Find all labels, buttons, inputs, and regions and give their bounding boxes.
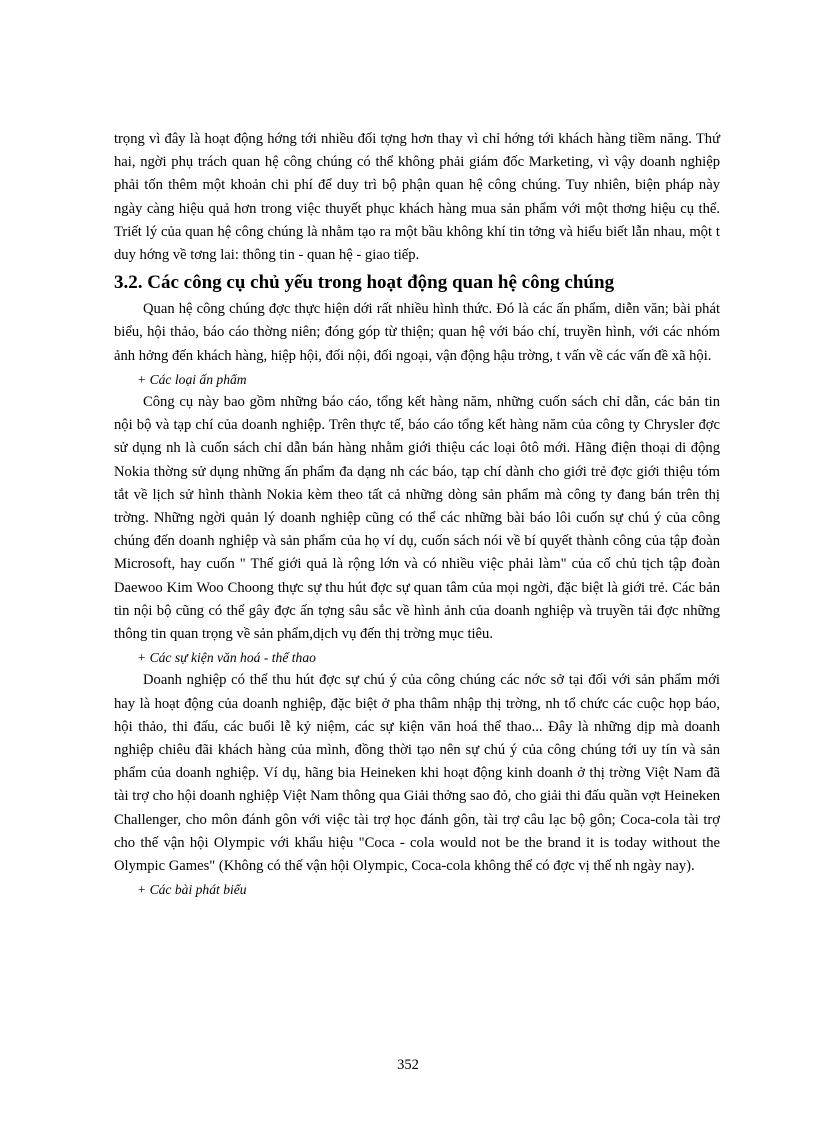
paragraph-publications: Công cụ này bao gồm những báo cáo, tổng kết hàng năm, những cuốn sách chỉ dẫn, các bản tin nội bộ và tạp chí của doanh nghiệp. Trên thực tế, báo cáo tổng kết hàng năm của công ty Chrysler đợc sử dụng nh là cuốn sách chỉ dẫn bán hàng nhằm giới thiệu các loại ôtô mới. Hãng điện thoại di động Nokia thờng sử dụng những ấn phẩm đa dạng nh các báo, tạp chí dành cho giới trẻ đợc giới thiệu tóm tắt về lịch sử hình thành Nokia kèm theo tất cả những dòng sản phẩm mà công ty đang bán trên thị trờng. Những ngời quản lý doanh nghiệp cũng có thể các những bài báo lôi cuốn sự chú ý của công chúng đến doanh nghiệp và sản phẩm của họ ví dụ, cuốn sách nói về bí quyết thành công của tập đoàn Microsoft, hay cuốn " Thế giới quả là rộng lớn và có nhiều việc phải làm" của cố chủ tịch tập đoàn Daewoo Kim Woo Choong thực sự thu hút đợc sự quan tâm của mọi ngời, đặc biệt là giới trẻ. Các bản tin nội bộ cũng có thể gây đợc ấn tợng sâu sắc về hình ảnh của doanh nghiệp và truyền tải đợc những thông tin quan trọng về sản phẩm,dịch vụ đến thị trờng mục tiêu. [114, 394, 720, 643]
page-number: 352 [397, 1057, 419, 1073]
paragraph-intro-continued: trọng vì đây là hoạt động hớng tới nhiều đối tợng hơn thay vì chỉ hớng tới khách hàng tiềm năng. Thứ hai, ngời phụ trách quan hệ công chúng có thể không phải giám đốc Marketing, vì vậy doanh nghiệp phải tốn thêm một khoản chi phí để duy trì bộ phận quan hệ công chúng. Tuy nhiên, biện pháp này ngày càng hiệu quả hơn trong việc thuyết phục khách hàng mua sản phẩm với một thơng hiệu cụ thể. Triết lý của quan hệ công chúng là nhằm tạo ra một bầu không khí tin tởng và hiểu biết lẫn nhau, một t duy hớng về tơng lai: thông tin - quan hệ - giao tiếp. [114, 131, 720, 264]
paragraph-cultural-sport-events: Doanh nghiệp có thể thu hút đợc sự chú ý của công chúng các nớc sở tại đối với sản phẩm mới hay là hoạt động của doanh nghiệp, đặc biệt ở pha thâm nhập thị trờng, nh tổ chức các cuộc họp báo, hội thảo, thi đấu, các buổi lễ kỷ niệm, các sự kiện văn hoá thể thao... Đây là những dịp mà doanh nghiệp chiêu đãi khách hàng của mình, đồng thời tạo nên sự chú ý của công chúng tới uy tín và sản phẩm của doanh nghiệp. Ví dụ, hãng bia Heineken khi hoạt động kinh doanh ở thị trờng Việt Nam đã tài trợ cho hội doanh nghiệp Việt Nam thông qua Giải thởng sao đỏ, cho giải thi đấu quần vợt Heineken Challenger, cho môn đánh gôn với việc tài trợ học đánh gôn, tài trợ câu lạc bộ gôn; Coca-cola tài trợ cho thế vận hội Olympic với khẩu hiệu "Coca - cola would not be the brand it is today without the Olympic Games" (Không có thế vận hội Olympic, Coca-cola không thể có đợc vị thế nh ngày nay). [114, 672, 720, 875]
page-body [114, 128, 720, 902]
subheading-cultural-sport-events: + Các sự kiện văn hoá - thể thao [137, 650, 316, 666]
section-heading: 3.2. Các công cụ chủ yếu trong hoạt động quan hệ công chúng [114, 272, 615, 294]
paragraph-pr-forms: Quan hệ công chúng đợc thực hiện dới rất nhiều hình thức. Đó là các ấn phẩm, diễn văn; bài phát biểu, hội thảo, báo cáo thờng niên; đóng góp từ thiện; quan hệ với báo chí, truyền hình, với các nhóm ảnh hởng đến khách hàng, hiệp hội, đối nội, đối ngoại, vận động hậu trờng, t vấn về các vấn đề xã hội. [114, 301, 720, 364]
subheading-publications: + Các loại ấn phẩm [137, 371, 247, 387]
subheading-speeches: + Các bài phát biểu [137, 882, 247, 898]
